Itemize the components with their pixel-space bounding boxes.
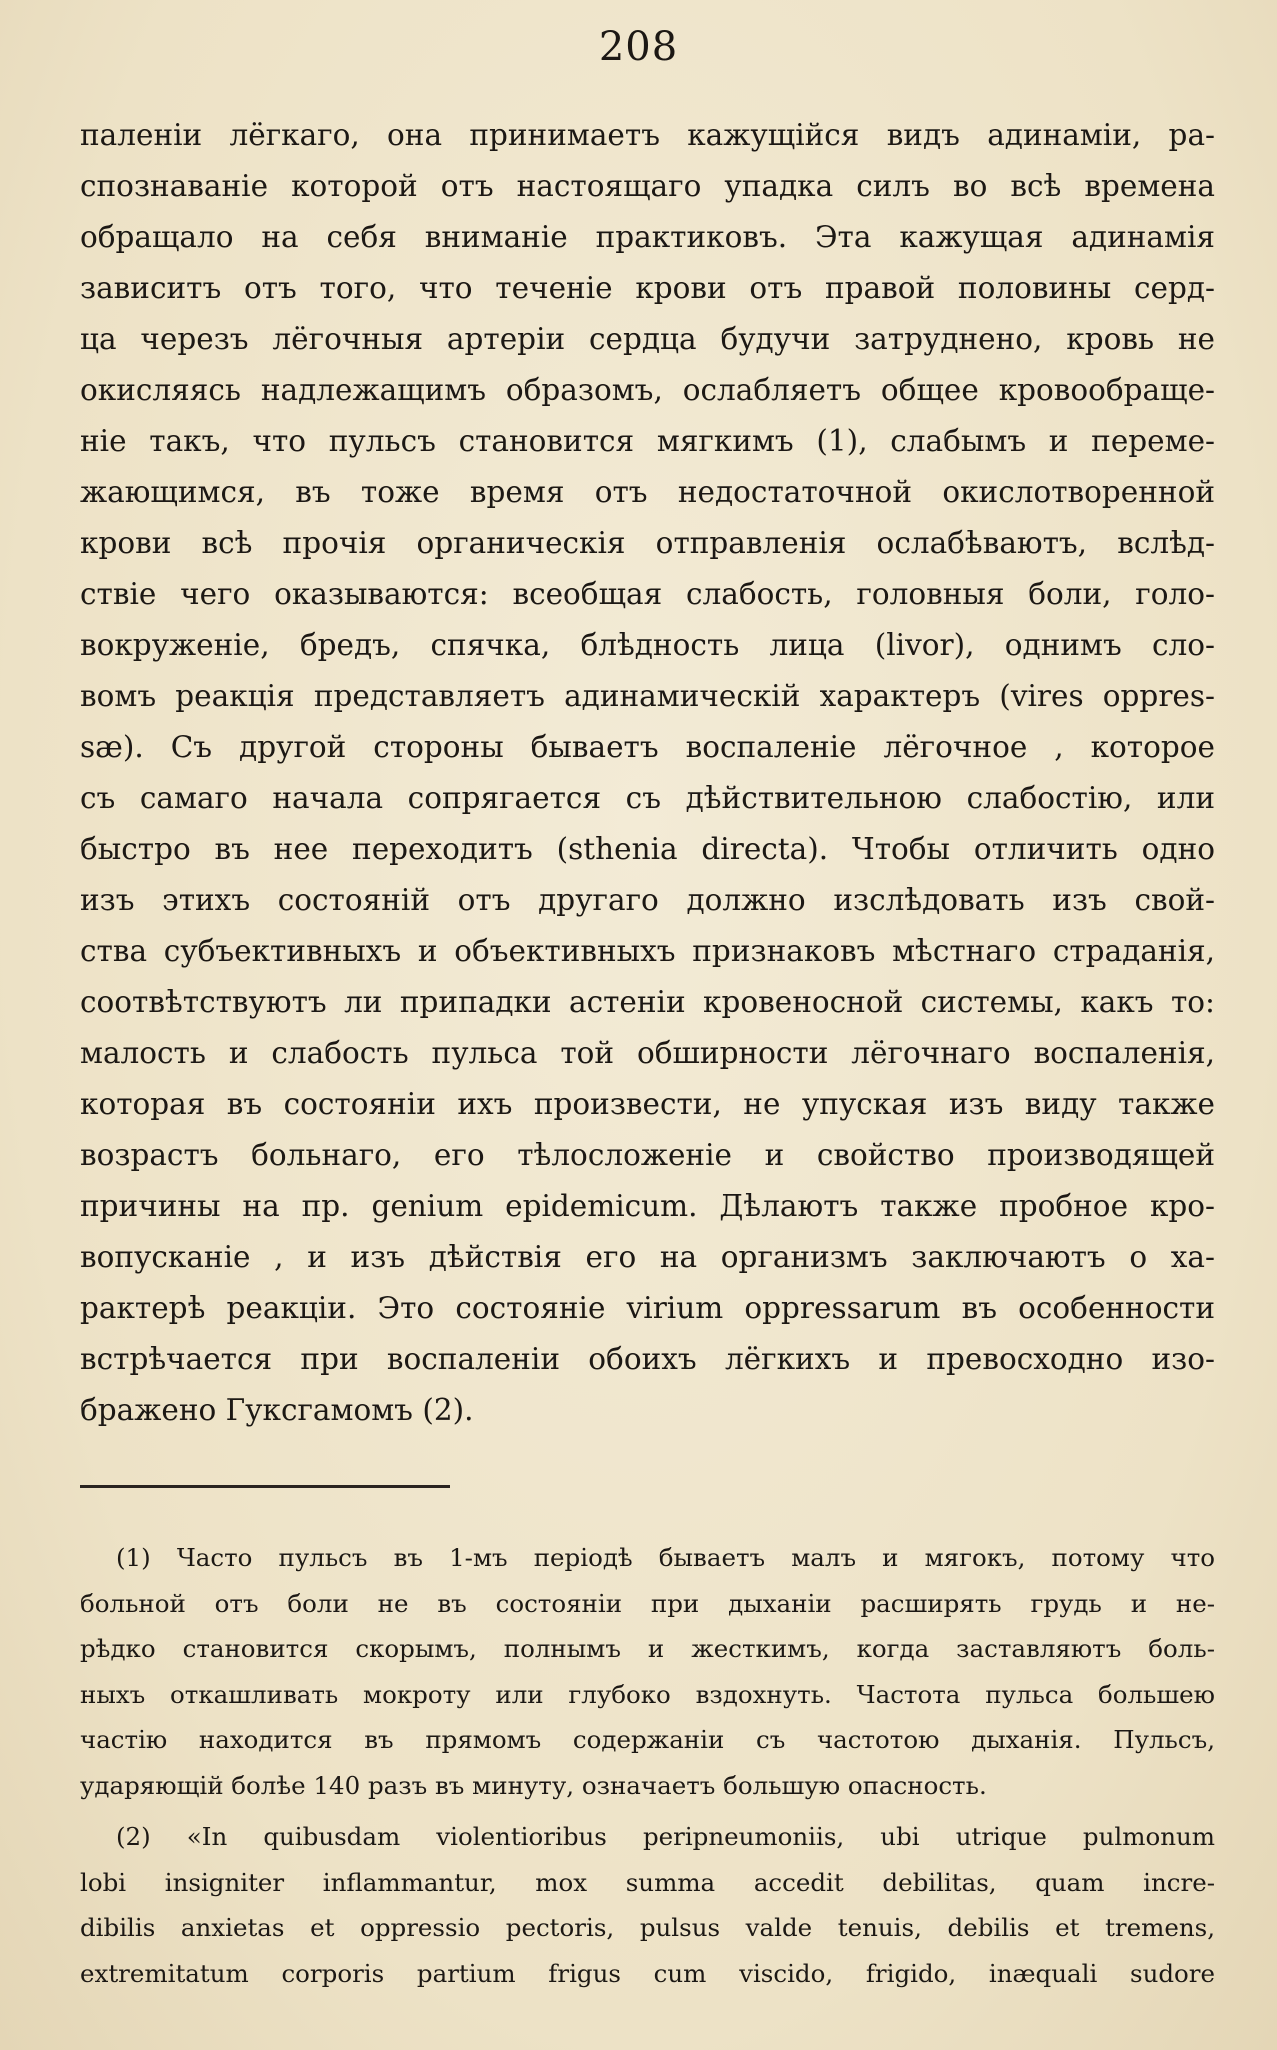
footnote-divider [80, 1485, 450, 1488]
text-line: малость и слабость пульса той обширности лёгочнаго воспаленія, [80, 1036, 1215, 1070]
footnote-line: частію находится въ прямомъ содержаніи съ частотою дыханія. Пульсъ, [80, 1725, 1215, 1754]
text-line: изъ этихъ состояній отъ другаго должно изслѣдовать изъ свой- [80, 883, 1215, 917]
text-line: крови всѣ прочія органическія отправленія ослабѣваютъ, вслѣд- [80, 526, 1215, 560]
footnote-line: больной отъ боли не въ состояніи при дыханіи расширять грудь и не- [80, 1588, 1215, 1618]
text-line: вокруженіе, бредъ, спячка, блѣдность лица (livor), однимъ сло- [80, 628, 1215, 662]
text-line: съ самаго начала сопрягается съ дѣйствительною слабостію, или [80, 781, 1215, 815]
text-line: паленіи лёгкаго, она принимаетъ кажущійся видъ адинаміи, ра- [80, 118, 1215, 152]
text-line: ствіе чего оказываются: всеобщая слабость, головныя боли, голо- [80, 577, 1215, 611]
footnote-line: dibilis anxietas et oppressio pectoris, pulsus valde tenuis, debilis et tremens, [80, 1913, 1215, 1942]
text-line: зависитъ отъ того, что теченіе крови отъ правой половины серд- [80, 271, 1215, 305]
text-line: sæ). Съ другой стороны бываетъ воспаленіе лёгочное , которое [80, 730, 1215, 764]
text-line: вомъ реакція представляетъ адинамическій характеръ (vires oppres- [80, 679, 1215, 713]
footnote-line: рѣдко становится скорымъ, полнымъ и жесткимъ, когда заставляютъ боль- [80, 1634, 1215, 1663]
footnote-line: lobi insigniter inflammantur, mox summa accedit debilitas, quam incre- [80, 1867, 1215, 1897]
text-line: рактерѣ реакціи. Это состояніе virium oppressarum въ особенности [80, 1291, 1215, 1325]
text-line: ства субъективныхъ и объективныхъ признаковъ мѣстнаго страданія, [80, 934, 1215, 968]
footnote-line: (2) «In quibusdam violentioribus peripneumoniis, ubi utrique pulmonum [116, 1822, 1215, 1851]
text-line: окисляясь надлежащимъ образомъ, ослабляетъ общее кровообраще- [80, 373, 1215, 407]
footnote-1 [80, 1535, 1215, 1808]
footnote-2 [80, 1814, 1215, 1996]
text-line: которая въ состояніи ихъ произвести, не упуская изъ виду также [80, 1087, 1215, 1121]
text-line: быстро въ нее переходитъ (sthenia directa). Чтобы отличить одно [80, 832, 1215, 866]
text-line: ніе такъ, что пульсъ становится мягкимъ (1), слабымъ и переме- [80, 424, 1215, 458]
text-line: жающимся, въ тоже время отъ недостаточной окислотворенной [80, 475, 1215, 509]
page-number: 208 [598, 24, 679, 70]
footnote-line: ударяющій болѣе 140 разъ въ минуту, означаетъ большую опасность. [80, 1770, 987, 1800]
text-line: ца черезъ лёгочныя артеріи сердца будучи затруднено, кровь не [80, 322, 1215, 356]
text-line: соотвѣтствуютъ ли припадки астеніи кровеносной системы, какъ то: [80, 985, 1215, 1019]
text-line: бражено Гуксгамомъ (2). [80, 1393, 474, 1427]
footnote-line: ныхъ откашливать мокроту или глубоко вздохнуть. Частота пульса большею [80, 1679, 1215, 1709]
text-line: спознаваніе которой отъ настоящаго упадка силъ во всѣ времена [80, 169, 1215, 203]
footnote-line: extremitatum corporis partium frigus cum viscido, frigido, inæquali sudore [80, 1958, 1215, 1988]
text-line: обращало на себя вниманіе практиковъ. Эта кажущая адинамія [80, 220, 1215, 254]
main-text-block [80, 110, 1215, 1436]
text-line: встрѣчается при воспаленіи обоихъ лёгкихъ и превосходно изо- [80, 1342, 1215, 1376]
text-line: вопусканіе , и изъ дѣйствія его на организмъ заключаютъ о ха- [80, 1240, 1215, 1274]
text-line: причины на пр. genium epidemicum. Дѣлаютъ также пробное кро- [80, 1189, 1215, 1223]
text-line: возрастъ больнаго, его тѣлосложеніе и свойство производящей [80, 1138, 1215, 1172]
footnote-line: (1) Часто пульсъ въ 1-мъ періодѣ бываетъ малъ и мягокъ, потому что [116, 1543, 1215, 1572]
footnotes-block [80, 1535, 1215, 1996]
